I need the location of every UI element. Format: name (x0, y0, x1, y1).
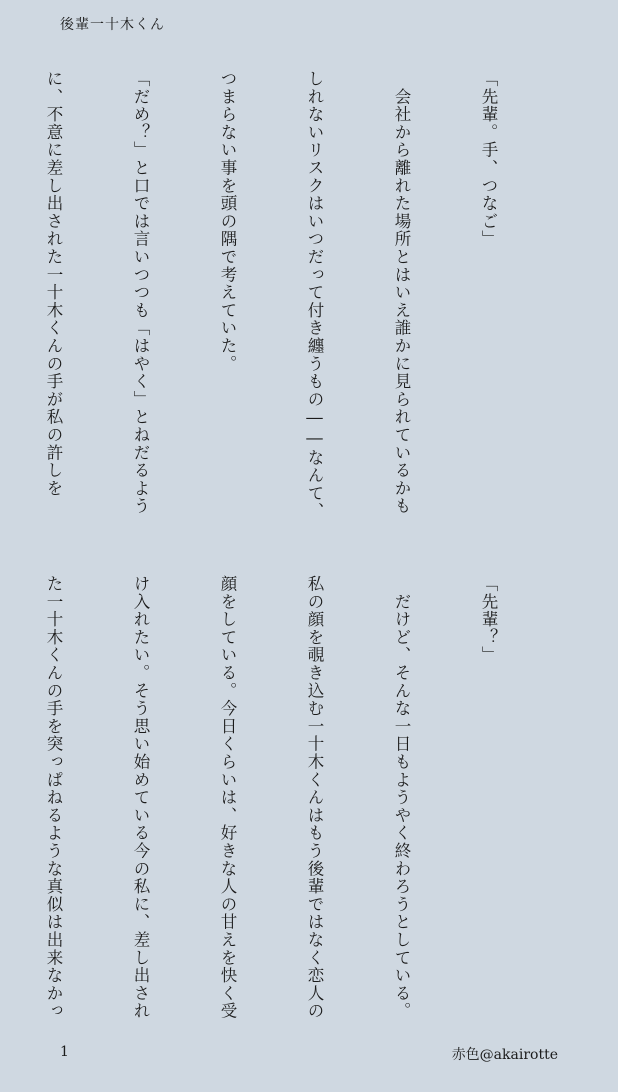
text-column: 顔をしている。今日くらいは、好きな人の甘えを快く受 (218, 575, 237, 1020)
text-column: に、不意に差し出された一十木くんの手が私の許しを (44, 70, 63, 498)
text-column: け入れたい。そう思い始めている今の私に、差し出され (131, 575, 150, 1020)
text-column: 会社から離れた場所とはいえ誰かに見られているかも (392, 70, 411, 515)
page-number: 1 (60, 1044, 69, 1060)
text-column: だけど、そんな一日もようやく終わろうとしている。 (392, 575, 411, 1020)
text-block-top (0, 70, 561, 540)
text-column: 私の顔を覗き込む一十木くんはもう後輩ではなく恋人の (305, 575, 324, 1020)
page-header-title: 後輩一十木くん (60, 17, 165, 33)
text-column: しれないリスクはいつだって付き纏うもの――なんて、 (305, 70, 324, 520)
text-column: つまらない事を頭の隅で考えていた。 (218, 70, 237, 373)
text-block-bottom (0, 575, 561, 1045)
text-column: 「だめ？」と口では言いつつも「はやく」とねだるよう (131, 70, 150, 515)
author-credit: 赤色@akairotte (451, 1047, 558, 1063)
text-column: 「先輩？」 (479, 575, 498, 664)
text-column: 「先輩。手、つなご」 (479, 70, 498, 248)
text-column: た一十木くんの手を突っぱねるような真似は出来なかっ (44, 575, 63, 1020)
